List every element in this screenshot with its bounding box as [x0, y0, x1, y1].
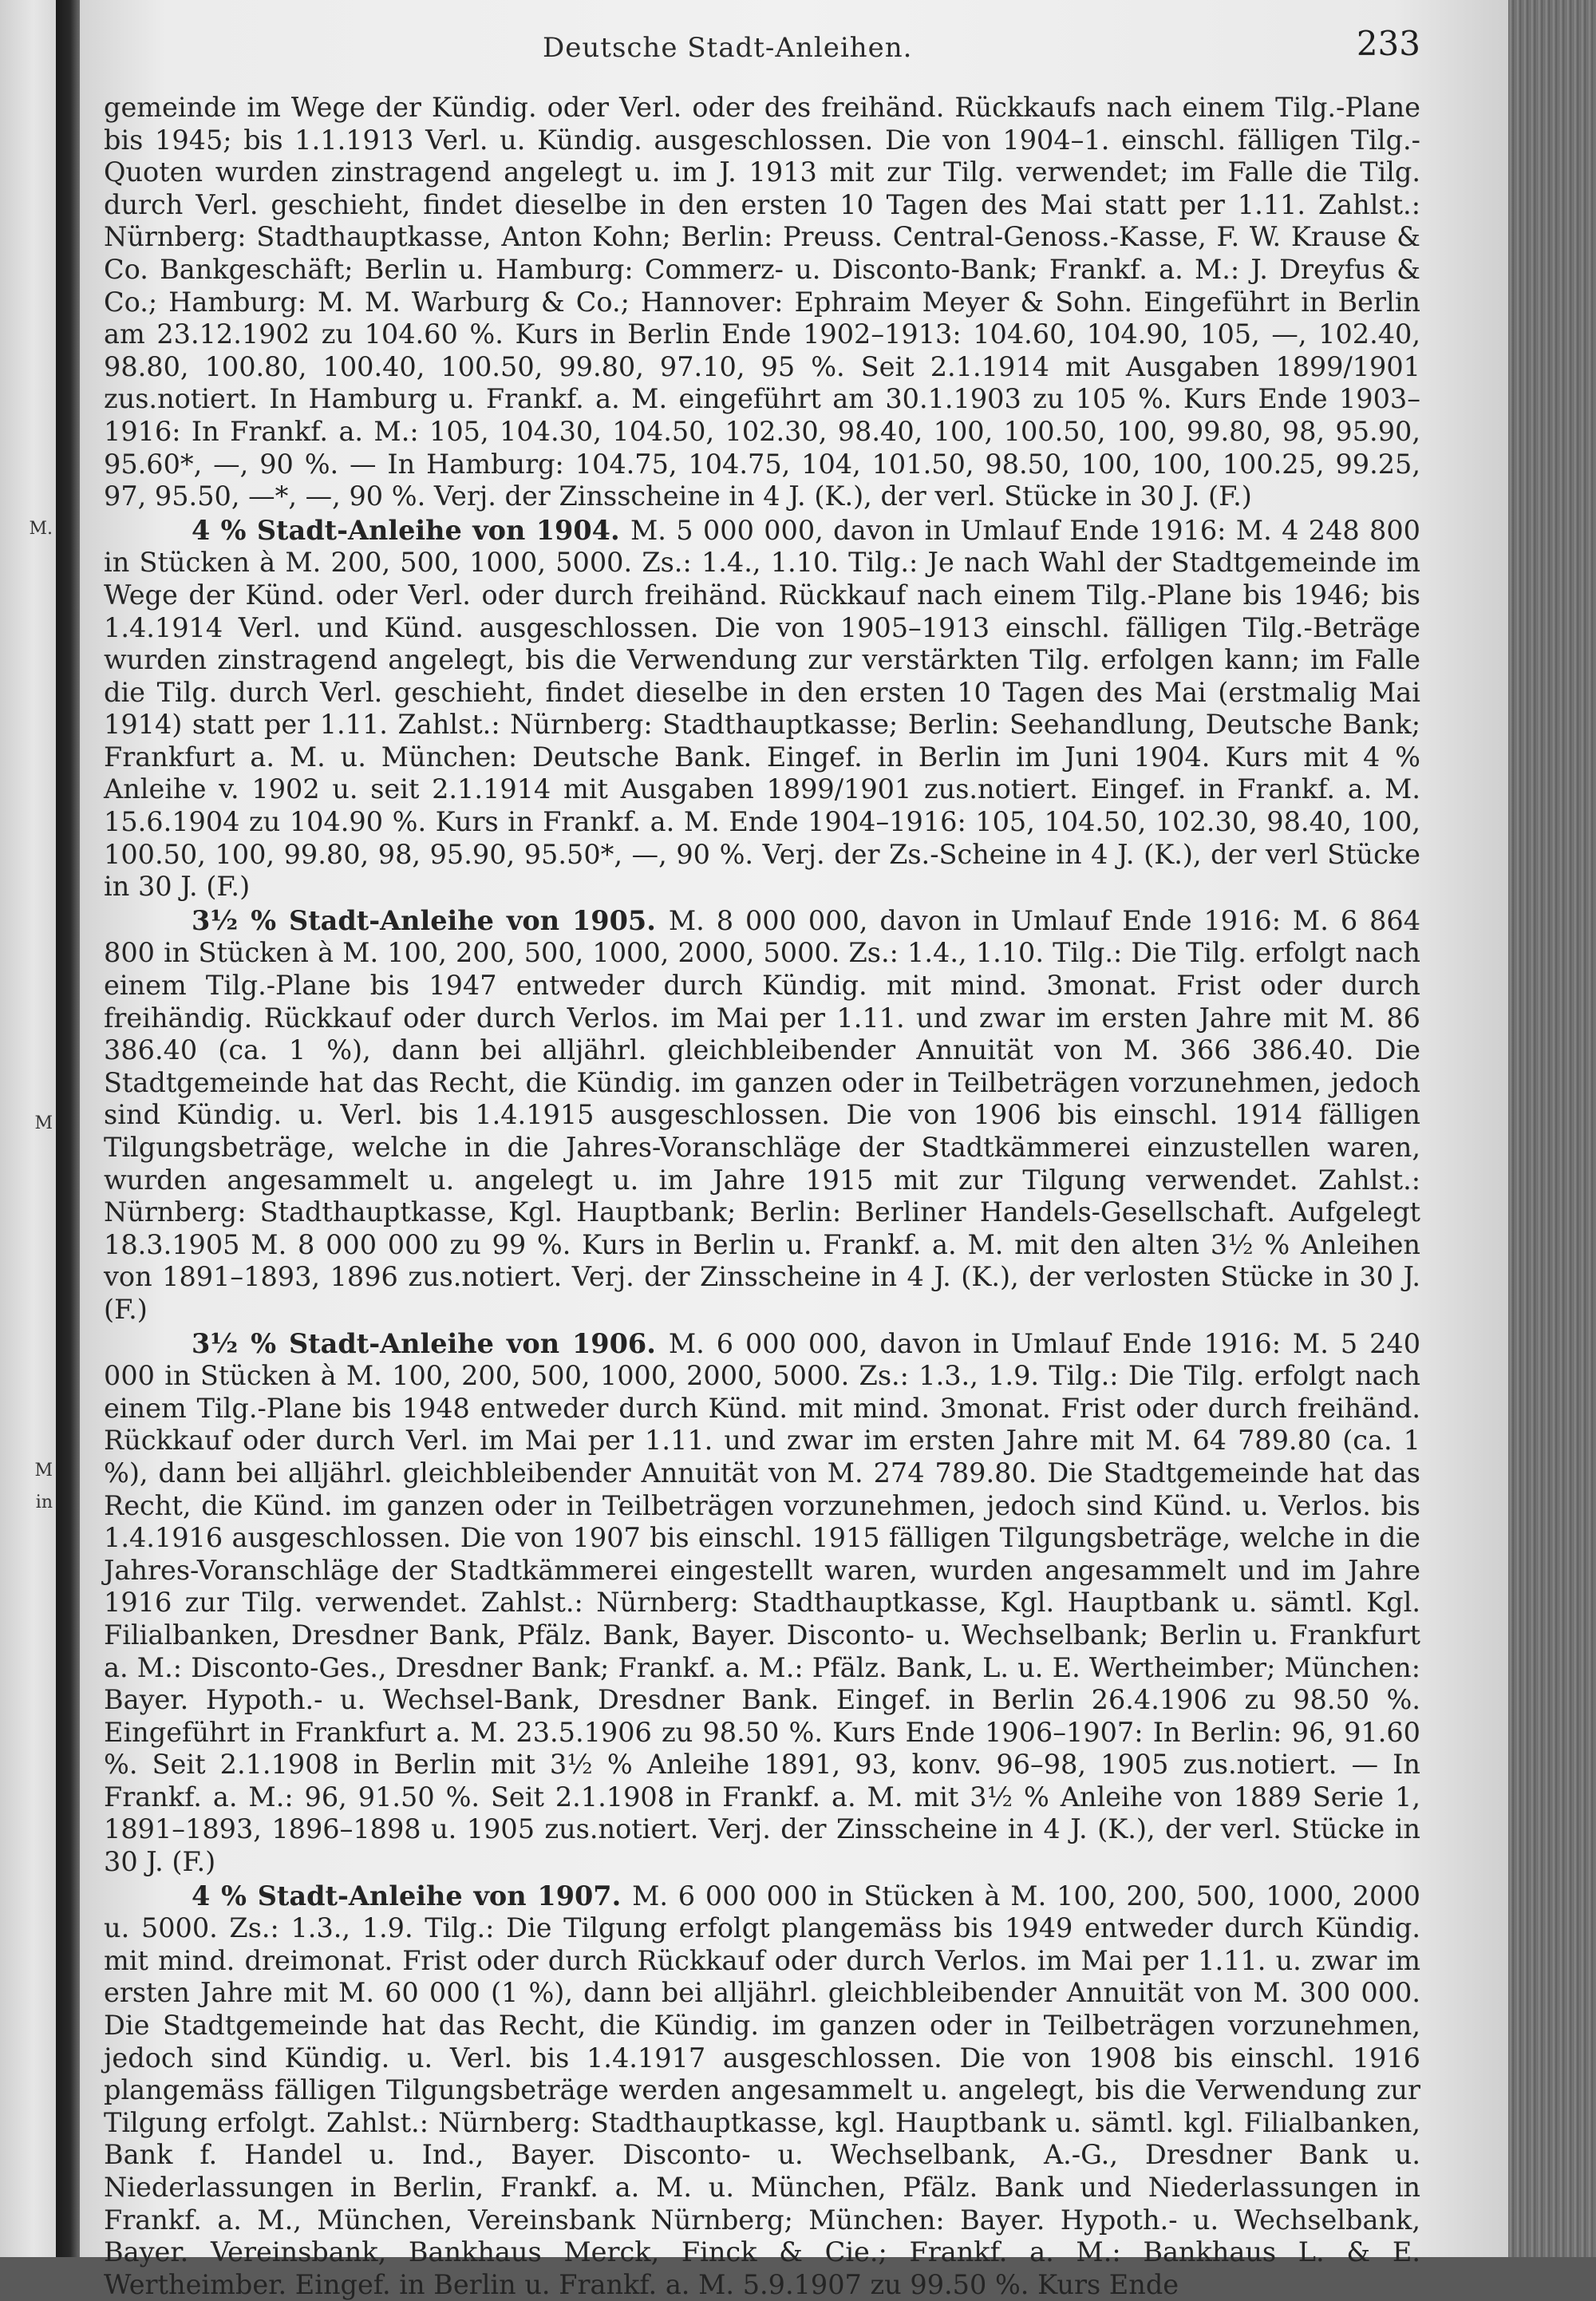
entry-text: gemeinde im Wege der Kündig. oder Verl. oder des freihänd. Rückkaufs nach einem Tilg.-Plane bis 1945; bis 1.1.1913 Verl. u. Kündig. ausgeschlossen. Die von 1904–1. einschl. fälligen Tilg.-Quoten wurden zinstragend angelegt u. im J. 1913 mit zur Tilg. verwendet; im Falle die Tilg. durch Verl. geschieht, findet dieselbe in den ersten 10 Tagen des Mai statt per 1.11. Zahlst.: Nürnberg: Stadthauptkasse, Anton Kohn; Berlin: Preuss. Central-Genoss.-Kasse, F. W. Krause & Co. Bankgeschäft; Berlin u. Hamburg: Commerz- u. Disconto-Bank; Frankf. a. M.: J. Dreyfus & Co.; Hamburg: M. M. Warburg & Co.; Hannover: Ephraim Meyer & Sohn. Eingeführt in Berlin am 23.12.1902 zu 104.60 %. Kurs in Berlin Ende 1902–1913: 104.60, 104.90, 105, —, 102.40, 98.80, 100.80, 100.40, 100.50, 99.80, 97.10, 95 %. Seit 2.1.1914 mit Ausgaben 1899/1901 zus.notiert. In Hamburg u. Frankf. a. M. eingeführt am 30.1.1903 zu 105 %. Kurs Ende 1903–1916: In Frankf. a. M.: 105, 104.30, 104.50, 102.30, 98.40, 100, 100.50, 100, 99.80, 98, 95.90, 95.60*, —, 90 %. — In Hamburg: 104.75, 104.75, 104, 101.50, 98.50, 100, 100, 100.25, 99.25, 97, 95.50, —*, —, 90 %. Verj. der Zinsscheine in 4 J. (K.), der verl. Stücke in 30 J. (F.): [104, 92, 1420, 512]
document-page: [80, 0, 1508, 2300]
entry-loan-1905: [104, 905, 1420, 1326]
paragraph-continuation: [104, 92, 1420, 513]
entry-text: M. 5 000 000, davon in Umlauf Ende 1916: M. 4 248 800 in Stücken à M. 200, 500, 1000, 5000. Zs.: 1.4., 1.10. Tilg.: Je nach Wahl der Stadtgemeinde im Wege der Künd. oder Verl. oder durch freihänd. Rückkauf nach einem Tilg.-Plane bis 1946; bis 1.4.1914 Verl. und Künd. ausgeschlossen. Die von 1905–1913 einschl. fälligen Tilg.-Beträge wurden zinstragend angelegt, bis die Verwendung zur verstärkten Tilg. erfolgen kann; im Falle die Tilg. durch Verl. geschieht, findet dieselbe in den ersten 10 Tagen des Mai (erstmalig Mai 1914) statt per 1.11. Zahlst.: Nürnberg: Stadthauptkasse; Berlin: Seehandlung, Deutsche Bank; Frankfurt a. M. u. München: Deutsche Bank. Eingef. in Berlin im Juni 1904. Kurs mit 4 % Anleihe v. 1902 u. seit 2.1.1914 mit Ausgaben 1899/1901 zus.notiert. Eingef. in Frankf. a. M. 15.6.1904 zu 104.90 %. Kurs in Frankf. a. M. Ende 1904–1916: 105, 104.50, 102.30, 98.40, 100, 100.50, 100, 99.80, 98, 95.90, 95.50*, —, 90 %. Verj. der Zs.-Scheine in 4 J. (K.), der verl Stücke in 30 J. (F.): [104, 514, 1420, 903]
facing-page-fragment: M.: [29, 519, 53, 539]
entry-loan-1904: [104, 515, 1420, 903]
running-head: Deutsche Stadt-Anleihen.: [543, 32, 913, 64]
book-gutter: [56, 0, 80, 2257]
page-number: 233: [1356, 24, 1420, 63]
entry-text: M. 6 000 000 in Stücken à M. 100, 200, 500, 1000, 2000 u. 5000. Zs.: 1.3., 1.9. Tilg.: Die Tilgung erfolgt plangemäss bis 1949 entweder durch Kündig. mit mind. dreimonat. Frist oder durch Rückkauf oder durch Verlos. im Mai per 1.11. u. zwar im ersten Jahre mit M. 60 000 (1 %), dann bei alljährl. gleichbleibender Annuität von M. 300 000. Die Stadtgemeinde hat das Recht, die Kündig. im ganzen oder in Teilbeträgen vorzunehmen, jedoch sind Kündig. u. Verl. bis 1.4.1917 ausgeschlossen. Die von 1908 bis einschl. 1916 plangemäss fälligen Tilgungsbeträge werden angesammelt u. angelegt, bis die Verwendung zur Tilgung erfolgt. Zahlst.: Nürnberg: Stadthauptkasse, kgl. Hauptbank u. sämtl. kgl. Filialbanken, Bank f. Handel u. Ind., Bayer. Disconto- u. Wechselbank, A.-G., Dresdner Bank u. Niederlassungen in Berlin, Frankf. a. M. u. München, Pfälz. Bank und Niederlassungen in Frankf. a. M., München, Vereinsbank Nürnberg; München: Bayer. Hypoth.- u. Wechselbank, Bayer. Vereinsbank, Bankhaus Merck, Finck & Cie.; Frankf. a. M.: Bankhaus L. & E. Wertheimber. Eingef. in Berlin u. Frankf. a. M. 5.9.1907 zu 99.50 %. Kurs Ende: [104, 1880, 1420, 2300]
page-stack-edge: [1508, 0, 1596, 2257]
entry-heading: 4 % Stadt-Anleihe von 1907.: [192, 1880, 633, 1912]
entry-loan-1906: [104, 1328, 1420, 1879]
entry-heading: 3½ % Stadt-Anleihe von 1906.: [192, 1327, 669, 1359]
entry-heading: 4 % Stadt-Anleihe von 1904.: [192, 514, 630, 546]
facing-page-fragment: M: [34, 1461, 53, 1481]
entry-loan-1907: [104, 1880, 1420, 2301]
entry-text: M. 6 000 000, davon in Umlauf Ende 1916: M. 5 240 000 in Stücken à M. 100, 200, 500, 1000, 2000, 5000. Zs.: 1.3., 1.9. Tilg.: Die Tilg. erfolgt nach einem Tilg.-Plane bis 1948 entweder durch Künd. mit mind. 3monat. Frist oder durch freihänd. Rückkauf oder durch Verl. im Mai per 1.11. und zwar im ersten Jahre mit M. 64 789.80 (ca. 1 %), dann bei alljährl. gleichbleibender Annuität von M. 274 789.80. Die Stadtgemeinde hat das Recht, die Künd. im ganzen oder in Teilbeträgen vorzunehmen, jedoch sind Künd. u. Verlos. bis 1.4.1916 ausgeschlossen. Die von 1907 bis einschl. 1915 fälligen Tilgungsbeträge, welche in die Jahres-Voranschläge der Stadtkämmerei eingestellt waren, wurden angesammelt und im Jahre 1916 zur Tilg. verwendet. Zahlst.: Nürnberg: Stadthauptkasse, Kgl. Hauptbank u. sämtl. Kgl. Filialbanken, Dresdner Bank, Pfälz. Bank, Bayer. Disconto- u. Wechselbank; Berlin u. Frankfurt a. M.: Disconto-Ges., Dresdner Bank; Frankf. a. M.: Pfälz. Bank, L. u. E. Wertheimber; München: Bayer. Hypoth.- u. Wechsel-Bank, Dresdner Bank. Eingef. in Berlin 26.4.1906 zu 98.50 %. Eingeführt in Frankfurt a. M. 23.5.1906 zu 98.50 %. Kurs Ende 1906–1907: In Berlin: 96, 91.60 %. Seit 2.1.1908 in Berlin mit 3½ % Anleihe 1891, 93, konv. 96–98, 1905 zus.notiert. — In Frankf. a. M.: 96, 91.50 %. Seit 2.1.1908 in Frankf. a. M. mit 3½ % Anleihe von 1889 Serie 1, 1891–1893, 1896–1898 u. 1905 zus.notiert. Verj. der Zinsscheine in 4 J. (K.), der verl. Stücke in 30 J. (F.): [104, 1327, 1421, 1878]
entry-text: M. 8 000 000, davon in Umlauf Ende 1916: M. 6 864 800 in Stücken à M. 100, 200, 500, 1000, 2000, 5000. Zs.: 1.4., 1.10. Tilg.: Die Tilg. erfolgt nach einem Tilg.-Plane bis 1947 entweder durch Kündig. mit mind. 3monat. Frist oder durch freihändig. Rückkauf oder durch Verlos. im Mai per 1.11. und zwar im ersten Jahre mit M. 86 386.40 (ca. 1 %), dann bei alljährl. gleichbleibender Annuität von M. 366 386.40. Die Stadtgemeinde hat das Recht, die Kündig. im ganzen oder in Teilbeträgen vorzunehmen, jedoch sind Kündig. u. Verl. bis 1.4.1915 ausgeschlossen. Die von 1906 bis einschl. 1914 fälligen Tilgungsbeträge, welche in die Jahres-Voranschläge der Stadtkämmerei einzustellen waren, wurden angesammelt u. angelegt u. im Jahre 1915 mit zur Tilgung verwendet. Zahlst.: Nürnberg: Stadthauptkasse, Kgl. Hauptbank; Berlin: Berliner Handels-Gesellschaft. Aufgelegt 18.3.1905 M. 8 000 000 zu 99 %. Kurs in Berlin u. Frankf. a. M. mit den alten 3½ % Anleihen von 1891–1893, 1896 zus.notiert. Verj. der Zinsscheine in 4 J. (K.), der verlosten Stücke in 30 J. (F.): [104, 904, 1421, 1325]
body-text: [104, 92, 1420, 2301]
facing-page-fragment: in: [35, 1492, 53, 1512]
facing-page-fragment: M: [34, 1113, 53, 1133]
page-header: [80, 24, 1508, 72]
entry-heading: 3½ % Stadt-Anleihe von 1905.: [192, 904, 669, 936]
facing-page-edge: [0, 0, 56, 2257]
